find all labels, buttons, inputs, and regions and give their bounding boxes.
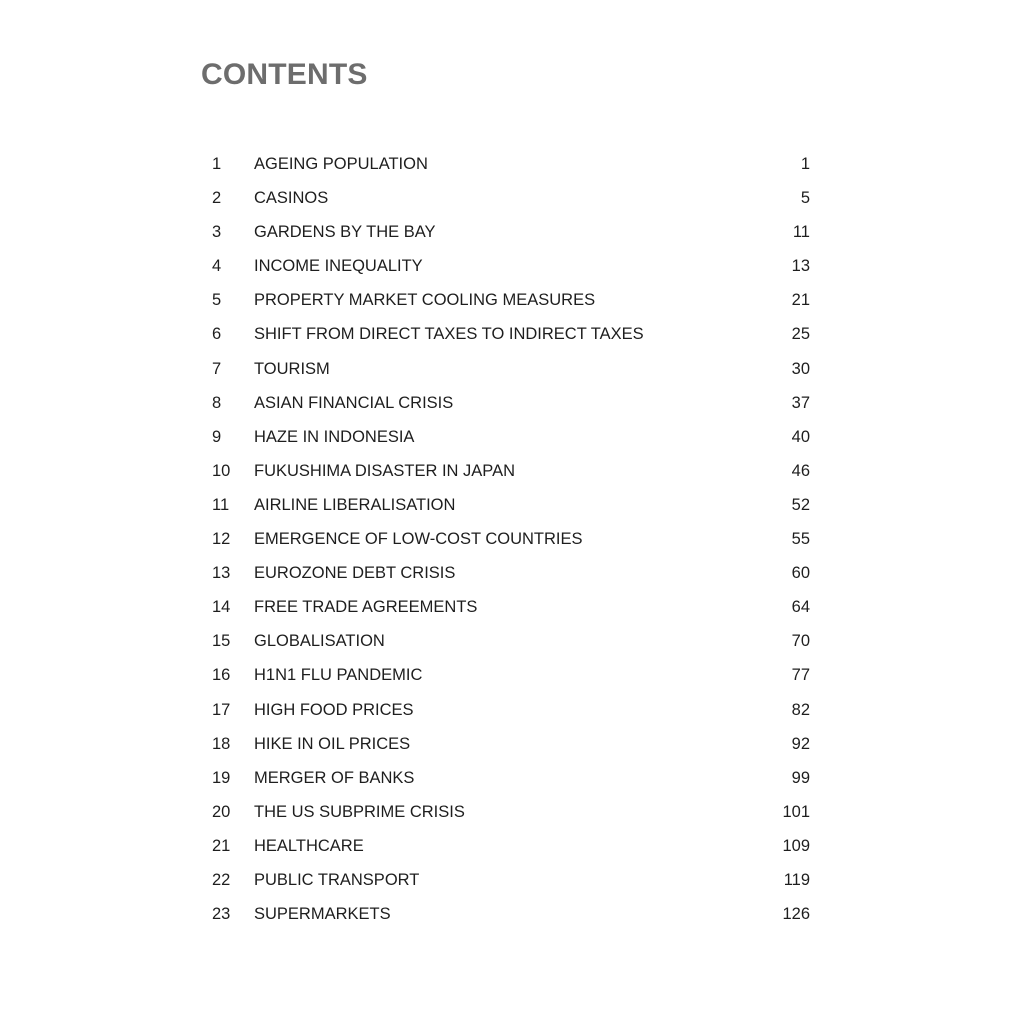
chapter-title: THE US SUBPRIME CRISIS [254, 802, 465, 821]
page-title: CONTENTS [201, 58, 368, 91]
toc-entry [212, 317, 812, 351]
chapter-title: PUBLIC TRANSPORT [254, 870, 420, 889]
chapter-title: FUKUSHIMA DISASTER IN JAPAN [254, 461, 515, 480]
chapter-title: HIGH FOOD PRICES [254, 700, 414, 719]
chapter-number: 3 [212, 223, 222, 242]
chapter-title: ASIAN FINANCIAL CRISIS [254, 393, 454, 412]
page-number: 30 [791, 359, 810, 378]
page-number: 1 [800, 155, 810, 173]
page-number: 60 [791, 564, 810, 583]
toc-entry [212, 147, 812, 181]
chapter-number: 13 [212, 564, 231, 583]
chapter-title: GLOBALISATION [254, 632, 385, 651]
chapter-number: 17 [212, 700, 231, 719]
toc-entry [212, 829, 812, 863]
chapter-number: 14 [212, 598, 231, 617]
chapter-number: 7 [212, 359, 222, 378]
chapter-title: INCOME INEQUALITY [254, 257, 423, 276]
toc-entry [212, 897, 812, 931]
chapter-number: 12 [212, 530, 231, 549]
chapter-title: EUROZONE DEBT CRISIS [254, 564, 456, 583]
chapter-number: 22 [212, 870, 231, 889]
toc-entry [212, 283, 812, 317]
chapter-title: HEALTHCARE [254, 836, 364, 855]
page-number: 119 [783, 870, 810, 889]
chapter-title: MERGER OF BANKS [254, 768, 415, 787]
chapter-number: 9 [212, 427, 222, 446]
toc-entry [212, 386, 812, 420]
toc-entry [212, 795, 812, 829]
chapter-title: PROPERTY MARKET COOLING MEASURES [254, 291, 596, 310]
page-number: 11 [792, 223, 810, 242]
chapter-number: 1 [212, 155, 222, 173]
toc-entry [212, 658, 812, 692]
chapter-number: 16 [212, 666, 231, 685]
chapter-number: 5 [212, 291, 222, 310]
page-number: 52 [791, 495, 810, 514]
chapter-title: AIRLINE LIBERALISATION [254, 495, 456, 514]
page-number: 64 [791, 598, 810, 617]
toc-entry [212, 727, 812, 761]
chapter-title: CASINOS [254, 189, 329, 208]
page-number: 37 [791, 393, 810, 412]
chapter-number: 11 [212, 495, 230, 514]
chapter-number: 4 [212, 257, 222, 276]
page-number: 21 [791, 291, 810, 310]
chapter-title: HIKE IN OIL PRICES [254, 734, 411, 753]
page-number: 92 [791, 734, 810, 753]
page-number: 82 [791, 700, 810, 719]
chapter-title: TOURISM [254, 359, 330, 378]
chapter-title: GARDENS BY THE BAY [254, 223, 436, 242]
page-number: 70 [791, 632, 810, 651]
chapter-number: 2 [212, 189, 222, 208]
table-of-contents [212, 147, 812, 931]
toc-entry [212, 420, 812, 454]
chapter-title: H1N1 FLU PANDEMIC [254, 666, 423, 685]
chapter-number: 21 [212, 836, 231, 855]
toc-entry [212, 590, 812, 624]
chapter-number: 23 [212, 905, 231, 924]
page-number: 77 [791, 666, 810, 685]
page-number: 109 [782, 836, 810, 855]
chapter-title: HAZE IN INDONESIA [254, 427, 415, 446]
page-number: 99 [791, 768, 810, 787]
page-number: 5 [800, 189, 810, 208]
toc-entry [212, 454, 812, 488]
chapter-number: 6 [212, 325, 222, 344]
page-number: 126 [782, 905, 810, 924]
page-number: 13 [791, 257, 810, 276]
toc-entry [212, 863, 812, 897]
toc-entry [212, 624, 812, 658]
toc-entry [212, 556, 812, 590]
chapter-title: EMERGENCE OF LOW-COST COUNTRIES [254, 530, 583, 549]
chapter-number: 8 [212, 393, 222, 412]
toc-entry [212, 249, 812, 283]
chapter-number: 20 [212, 802, 231, 821]
page-number: 46 [791, 461, 810, 480]
toc-entry [212, 488, 812, 522]
chapter-number: 18 [212, 734, 231, 753]
chapter-title: SUPERMARKETS [254, 905, 391, 924]
chapter-title: FREE TRADE AGREEMENTS [254, 598, 478, 617]
toc-entry [212, 181, 812, 215]
toc-entry [212, 761, 812, 795]
toc-entry [212, 352, 812, 386]
page-number: 40 [791, 427, 810, 446]
toc-entry [212, 693, 812, 727]
page-number: 101 [782, 802, 810, 821]
chapter-title: AGEING POPULATION [254, 155, 428, 173]
chapter-number: 15 [212, 632, 231, 651]
page-number: 55 [791, 530, 810, 549]
chapter-number: 10 [212, 461, 231, 480]
toc-entry [212, 215, 812, 249]
chapter-title: SHIFT FROM DIRECT TAXES TO INDIRECT TAXES [254, 325, 644, 344]
page-number: 25 [791, 325, 810, 344]
chapter-number: 19 [212, 768, 231, 787]
toc-entry [212, 522, 812, 556]
